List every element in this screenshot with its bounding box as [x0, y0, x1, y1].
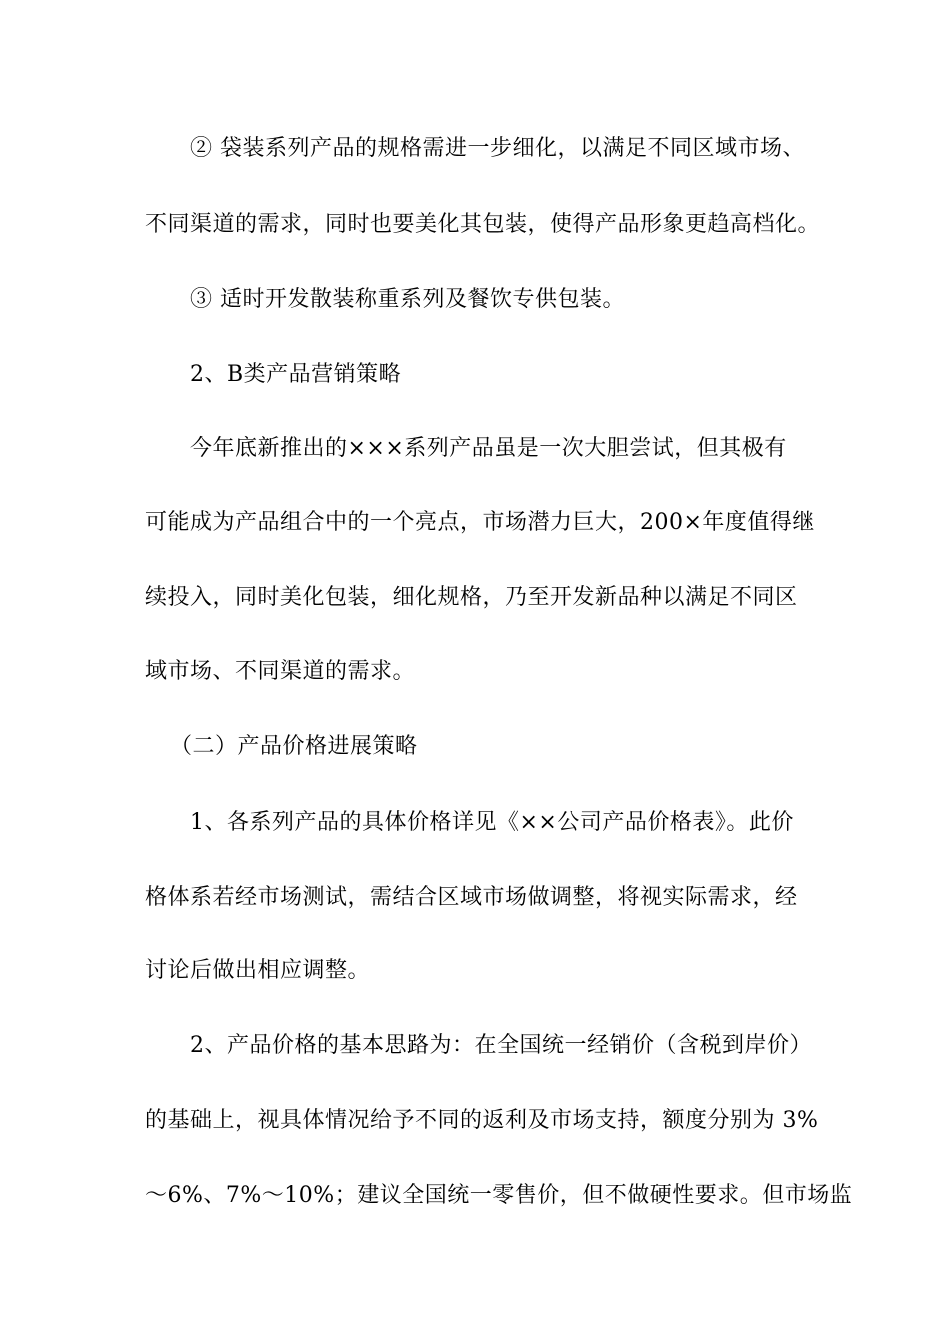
paragraph-line: 今年底新推出的×××系列产品虽是一次大胆尝试，但其极有: [190, 436, 787, 461]
paragraph-line: ～6%、7%～10%；建议全国统一零售价，但不做硬性要求。但市场监: [145, 1183, 853, 1208]
paragraph-line: 可能成为产品组合中的一个亮点，市场潜力巨大，200×年度值得继: [145, 510, 815, 535]
paragraph-line: ② 袋装系列产品的规格需进一步细化，以满足不同区域市场、: [190, 136, 805, 161]
paragraph-line: 的基础上，视具体情况给予不同的返利及市场支持，额度分别为 3%: [145, 1108, 819, 1133]
paragraph-line: 续投入，同时美化包装，细化规格，乃至开发新品种以满足不同区: [145, 585, 798, 610]
section-heading: （二）产品价格进展策略: [170, 734, 418, 759]
paragraph-line: 1、各系列产品的具体价格详见《××公司产品价格表》。此价: [190, 810, 794, 835]
paragraph-line: 2、产品价格的基本思路为：在全国统一经销价（含税到岸价）: [190, 1033, 812, 1058]
paragraph-line: 不同渠道的需求，同时也要美化其包装，使得产品形象更趋高档化。: [145, 212, 821, 237]
paragraph-line: 讨论后做出相应调整。: [145, 958, 371, 983]
section-heading: 2、B类产品营销策略: [190, 362, 402, 387]
paragraph-line: 格体系若经市场测试，需结合区域市场做调整，将视实际需求，经: [145, 885, 798, 910]
paragraph-line: ③ 适时开发散装称重系列及餐饮专供包装。: [190, 287, 625, 312]
paragraph-line: 域市场、不同渠道的需求。: [145, 659, 416, 684]
